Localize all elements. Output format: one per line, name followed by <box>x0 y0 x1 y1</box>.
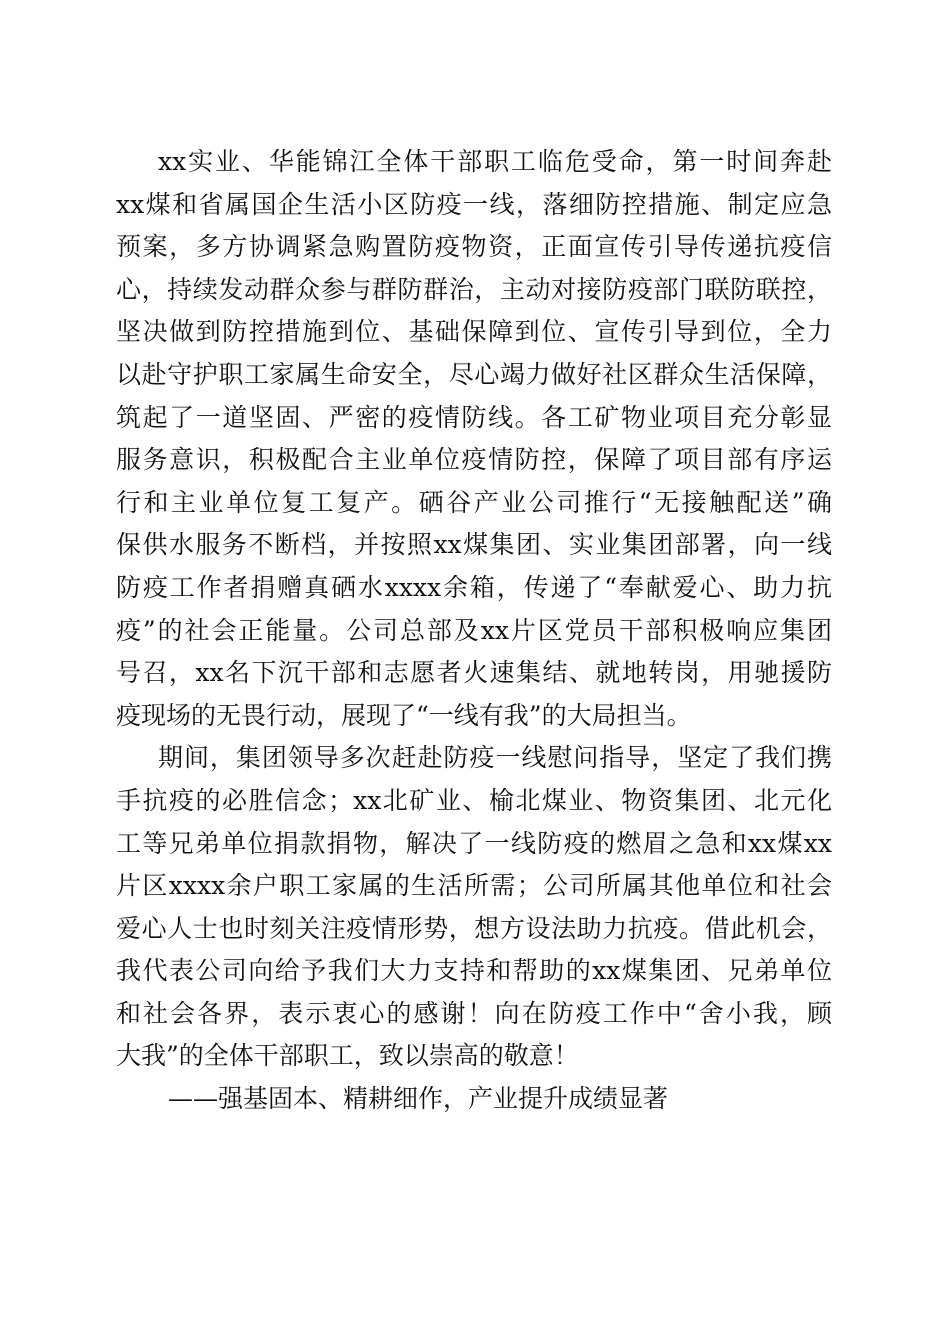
text-line: 工等兄弟单位捐款捐物，解决了一线防疫的燃眉之急和xx煤xx <box>116 828 832 858</box>
text-line: 号召，xx名下沉干部和志愿者火速集结、就地转岗，用驰援防 <box>116 658 832 688</box>
paragraph-2 <box>116 737 832 1078</box>
document-body <box>116 141 832 1121</box>
text-line: 疫”的社会正能量。公司总部及xx片区党员干部积极响应集团 <box>116 615 832 645</box>
text-line: 服务意识，积极配合主业单位疫情防控，保障了项目部有序运 <box>116 445 832 475</box>
text-line: 坚决做到防控措施到位、基础保障到位、宣传引导到位，全力 <box>116 317 832 347</box>
text-line: 保供水服务不断档，并按照xx煤集团、实业集团部署，向一线 <box>116 530 832 560</box>
text-line: 防疫工作者捐赠真硒水xxxx余箱，传递了“奉献爱心、助力抗 <box>116 572 832 602</box>
text-line: 心，持续发动群众参与群防群治，主动对接防疫部门联防联控， <box>116 274 832 304</box>
text-line: 我代表公司向给予我们大力支持和帮助的xx煤集团、兄弟单位 <box>116 956 832 986</box>
text-line: 手抗疫的必胜信念；xx北矿业、榆北煤业、物资集团、北元化 <box>116 785 832 815</box>
text-line: 大我”的全体干部职工，致以崇高的敬意！ <box>116 1041 579 1071</box>
text-line: 行和主业单位复工复产。硒谷产业公司推行“无接触配送”确 <box>116 487 832 517</box>
paragraph-1 <box>116 141 832 737</box>
text-line: 筑起了一道坚固、严密的疫情防线。各工矿物业项目充分彰显 <box>116 402 832 432</box>
text-line: 片区xxxx余户职工家属的生活所需；公司所属其他单位和社会 <box>116 871 832 901</box>
text-line: 爱心人士也时刻关注疫情形势，想方设法助力抗疫。借此机会， <box>116 913 832 943</box>
text-line: 预案，多方协调紧急购置防疫物资，正面宣传引导传递抗疫信 <box>116 232 832 262</box>
text-line: xx实业、华能锦江全体干部职工临危受命，第一时间奔赴 <box>158 147 832 176</box>
text-line: 疫现场的无畏行动，展现了“一线有我”的大局担当。 <box>116 700 692 730</box>
section-heading: ——强基固本、精耕细作，产业提升成绩显著 <box>168 1084 669 1114</box>
text-line: 以赴守护职工家属生命安全，尽心竭力做好社区群众生活保障， <box>116 359 832 389</box>
text-line: xx煤和省属国企生活小区防疫一线，落细防控措施、制定应急 <box>116 189 832 219</box>
text-line: 和社会各界，表示衷心的感谢！向在防疫工作中“舍小我，顾 <box>116 998 832 1028</box>
text-line: 期间，集团领导多次赶赴防疫一线慰问指导，坚定了我们携 <box>158 743 832 773</box>
